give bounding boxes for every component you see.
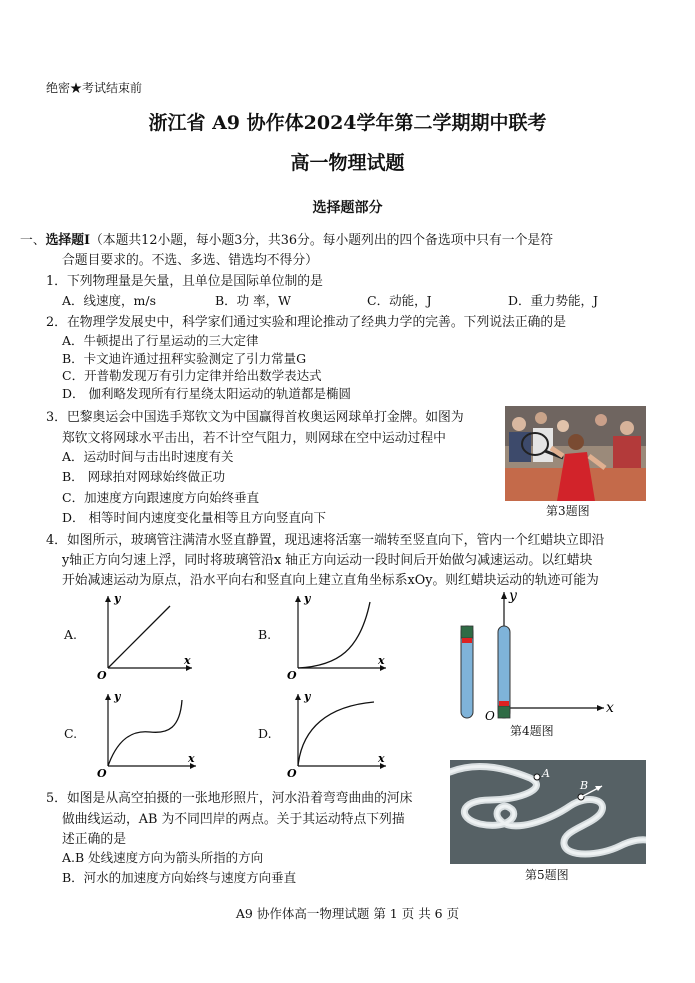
q4-fig-y-label: y <box>509 588 517 604</box>
q4-graph-b <box>278 590 393 680</box>
q4-tube-figure <box>452 586 622 726</box>
q4-a-origin-label: O <box>97 669 107 680</box>
q4-option-b-label: B. <box>258 627 272 642</box>
instructions-line-1 <box>20 229 553 248</box>
q4-c-x-label: x <box>188 752 195 765</box>
q5-stem-line-2: 做曲线运动，AB 为不同凹岸的两点。关于其运动特点下列描 <box>62 812 405 827</box>
q4-graph-c <box>88 688 203 778</box>
exam-subtitle: 高一物理试题 <box>290 152 405 174</box>
river-aerial-photo <box>450 760 646 864</box>
exam-title: 浙江省 A9 协作体2024学年第二学期期中联考 <box>148 112 547 134</box>
q4-b-y-label: y <box>304 592 311 605</box>
q4-a-x-label: x <box>184 654 191 667</box>
q4-b-x-label: x <box>378 654 385 667</box>
instructions-label: 选择题Ⅰ <box>45 233 90 248</box>
q4-b-origin-label: O <box>287 669 297 680</box>
q4-option-d-label: D. <box>258 726 272 741</box>
q5-option-b: B．河水的加速度方向始终与速度方向垂直 <box>62 870 297 885</box>
q4-graph-d <box>278 688 393 778</box>
q3-option-b: B． 网球拍对网球始终做正功 <box>62 469 226 484</box>
q2-option-b: B．卡文迪许通过扭秤实验测定了引力常量G <box>62 351 307 366</box>
instructions-line-2: 合题目要求的。不选、多选、错选均不得分） <box>62 253 318 268</box>
q4-d-origin-label: O <box>287 767 297 778</box>
q4-stem-line-3: 开始减速运动为原点，沿水平向右和竖直向上建立直角坐标系xOy。则红蜡块运动的轨迹可能为 <box>62 573 599 588</box>
q4-stem-line-1: 4．如图所示，玻璃管注满清水竖直静置，现迅速将活塞一端转至竖直向下，管内一个红蜡块立即沿 <box>46 533 605 548</box>
q2-option-c: C．开普勒发现万有引力定律并给出数学表达式 <box>62 368 322 383</box>
q3-figure-caption: 第3题图 <box>546 504 590 518</box>
q4-option-c-label: C. <box>64 726 78 741</box>
q1-option-a: A．线速度，m/s <box>62 293 157 308</box>
q4-option-a-label: A. <box>64 627 78 642</box>
q4-fig-x-label: x <box>606 700 614 716</box>
q3-stem-line-1: 3．巴黎奥运会中国选手郑钦文为中国赢得首枚奥运网球单打金牌。如图为 <box>46 410 464 425</box>
confidential-mark: 绝密★考试结束前 <box>46 81 143 95</box>
q3-option-c: C．加速度方向跟速度方向始终垂直 <box>62 490 260 505</box>
q4-c-y-label: y <box>114 690 121 703</box>
q1-option-d: D．重力势能，J <box>508 293 599 308</box>
q4-stem-line-2: y轴正方向匀速上浮，同时将玻璃管沿x 轴正方向运动一段时间后开始做匀减速运动。以红蜡块 <box>62 553 593 568</box>
q4-graph-a <box>88 590 198 680</box>
q1-option-b: B．功 率，W <box>215 293 292 308</box>
tennis-player-photo <box>505 406 646 501</box>
q5-stem-line-1: 5．如图是从高空拍摄的一张地形照片，河水沿着弯弯曲曲的河床 <box>46 791 413 806</box>
q4-left-wax-block <box>462 638 472 643</box>
q4-d-y-label: y <box>304 690 311 703</box>
q4-d-x-label: x <box>378 752 385 765</box>
q4-fig-origin-label: O <box>485 709 495 723</box>
q4-right-stopper <box>498 706 510 718</box>
q3-stem-line-2: 郑钦文将网球水平击出，若不计空气阻力，则网球在空中运动过程中 <box>62 431 446 446</box>
q5-option-a: A.B 处线速度方向为箭头所指的方向 <box>62 850 264 865</box>
q5-stem-line-3: 述正确的是 <box>62 832 126 847</box>
instructions-text: （本题共12小题，每小题3分，共36分。每小题列出的四个备选项中只有一个是符 <box>89 233 553 248</box>
page-footer: A9 协作体高一物理试题 第 1 页 共 6 页 <box>235 906 460 921</box>
q4-figure-caption: 第4题图 <box>510 724 554 738</box>
q3-option-d: D． 相等时间内速度变化量相等且方向竖直向下 <box>62 510 326 525</box>
section-heading: 选择题部分 <box>312 200 383 216</box>
instructions-prefix: 一、 <box>20 233 46 248</box>
q4-c-origin-label: O <box>97 767 107 778</box>
q4-left-stopper <box>461 626 473 638</box>
q4-a-y-label: y <box>114 592 121 605</box>
q5-point-b-label: B <box>580 779 589 792</box>
q5-point-a-label: A <box>542 767 550 780</box>
q4-right-wax-block <box>499 701 509 706</box>
q2-option-d: D． 伽利略发现所有行星绕太阳运动的轨道都是椭圆 <box>62 386 351 401</box>
q5-point-a-marker <box>534 774 540 780</box>
q5-point-b-marker <box>578 794 584 800</box>
q2-option-a: A．牛顿提出了行星运动的三大定律 <box>62 333 259 348</box>
q5-figure-caption: 第5题图 <box>525 868 569 882</box>
q3-option-a: A．运动时间与击出时速度有关 <box>62 449 234 464</box>
q2-stem: 2．在物理学发展史中，科学家们通过实验和理论推动了经典力学的完善。下列说法正确的是 <box>46 315 567 330</box>
q1-option-c: C．动能，J <box>367 293 432 308</box>
q1-stem: 1．下列物理量是矢量，且单位是国际单位制的是 <box>46 274 323 289</box>
